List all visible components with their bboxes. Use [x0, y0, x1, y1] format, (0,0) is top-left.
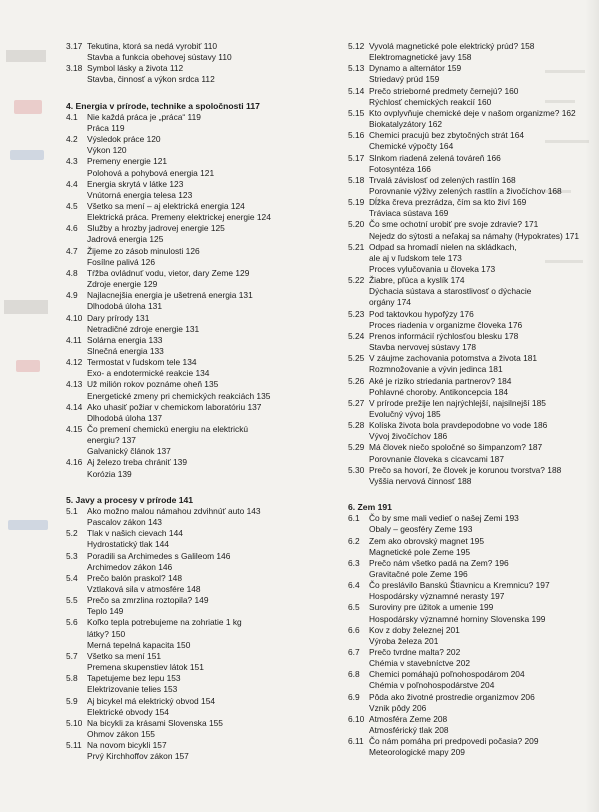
entry-number: 5.3: [66, 550, 78, 561]
subentry-title: Prvý Kirchhoffov zákon 157: [87, 751, 189, 762]
entry-number: 5.12: [348, 41, 365, 51]
subentry-title: Dlhodobá úloha 131: [87, 301, 162, 312]
subentry-title: Evolučný vývoj 185: [369, 408, 441, 419]
subentry-title: ale aj v ľudskom tele 173: [369, 252, 462, 263]
entry-title: Prečo balón praskol? 148: [87, 572, 182, 583]
entry-title: Čo premení chemickú energiu na elektrickú: [87, 424, 249, 434]
page-edge-shadow: [585, 0, 599, 812]
subentry-title: Výroba železa 201: [369, 635, 439, 646]
subentry-title: Pascalov zákon 143: [87, 517, 162, 528]
subentry-title: Obaly – geosféry Zeme 193: [369, 524, 473, 535]
entry-number: 5.23: [348, 308, 365, 319]
subentry-title: Chémia v stavebníctve 202: [369, 658, 471, 669]
entry-title: Má človek niečo spoločné so šimpanzom? 187: [369, 442, 543, 453]
entry-number: 4.7: [66, 245, 78, 256]
entry-title: Ako možno malou námahou zdvihnúť auto 143: [87, 505, 261, 516]
subentry-title: Polohová a pohybová energia 121: [87, 167, 215, 178]
subentry-title: Hospodársky významné nerasty 197: [369, 591, 505, 602]
subentry-title: Vývoj živočíchov 186: [369, 431, 448, 442]
entry-title: Ako uhasiť požiar v chemickom laboratóriu 137: [87, 401, 262, 412]
entry-title: Čo nám pomáha pri predpovedi počasia? 209: [369, 736, 539, 747]
entry-number: 6.6: [348, 624, 360, 635]
subentry-title: Elektrické obvody 154: [87, 706, 169, 717]
entry-title: Odpad sa hromadí nielen na skládkach,: [369, 241, 517, 252]
subentry-title: Elektrizovanie telies 153: [87, 684, 178, 695]
entry-title: V prírode prežije len najrýchlejší, najsilnejší 185: [369, 397, 546, 408]
subentry-title: Nejedz do sýtosti a neľakaj sa námahy (Hypokrates) 171: [369, 230, 580, 241]
entry-title: Tŕžba ovládnuť vodu, vietor, dary Zeme 129: [87, 267, 250, 278]
entry-number: 6.7: [348, 647, 360, 657]
subentry-title: Korózia 139: [87, 468, 132, 479]
entry-title: Kolíska života bola pravdepodobne vo vode 186: [369, 420, 548, 431]
entry-number: 4.9: [66, 290, 78, 301]
entry-number: 5.17: [348, 152, 365, 163]
entry-number: 5.20: [348, 219, 365, 230]
entry-number: 5.7: [66, 650, 78, 661]
entry-number: 5.25: [348, 353, 365, 364]
entry-number: 6.3: [348, 557, 360, 568]
entry-number: 6.2: [348, 535, 360, 546]
entry-number: 4.2: [66, 134, 78, 145]
subentry-title: Ohmov zákon 155: [87, 728, 155, 739]
subentry-title: Vyššia nervová činnosť 188: [369, 475, 472, 486]
entry-title: Poradili sa Archimedes s Galileom 146: [87, 550, 231, 561]
entry-number: 5.5: [66, 595, 78, 606]
entry-title: Pod taktovkou hypofýzy 176: [369, 308, 474, 319]
subentry-title: Porovnanie človeka s cicavcami 187: [369, 453, 504, 464]
entry-number: 5.15: [348, 107, 365, 118]
subentry-title: Meteorologické mapy 209: [369, 747, 465, 758]
entry-title: Už milión rokov poznáme oheň 135: [87, 379, 219, 390]
subentry-title: Premena skupenstiev látok 151: [87, 662, 204, 673]
entry-title: Kov z doby železnej 201: [369, 624, 460, 635]
entry-title: Symbol lásky a života 112: [87, 63, 184, 74]
entry-number: 6.10: [348, 713, 365, 724]
entry-number: 5.22: [348, 275, 365, 286]
subentry-title: Porovnanie výživy zelených rastlín a živočíchov 168: [369, 185, 562, 196]
entry-title: Nie každá práca je „práca“ 119: [87, 111, 201, 122]
subentry-title: Archimedov zákon 146: [87, 561, 173, 572]
subentry-title: Tráviaca sústava 169: [369, 208, 449, 219]
chapter-heading: 6. Zem 191: [348, 502, 392, 513]
subentry-title: Dlhodobá úloha 137: [87, 412, 162, 423]
entry-number: 4.6: [66, 223, 78, 234]
entry-number: 5.1: [66, 505, 78, 516]
entry-number: 6.8: [348, 669, 360, 680]
entry-number: 5.8: [66, 673, 78, 684]
subentry-title: Biokatalyzátory 162: [369, 119, 443, 130]
subentry-title: Elektromagnetické javy 158: [369, 52, 472, 63]
entry-title: Tlak v našich cievach 144: [87, 528, 183, 539]
entry-number: 5.19: [348, 197, 365, 208]
subentry-title: energiu? 137: [87, 435, 136, 446]
subentry-title: Galvanický článok 137: [87, 446, 171, 457]
entry-title: Vyvolá magnetické pole elektrický prúd? 158: [369, 41, 535, 51]
entry-number: 5.11: [66, 740, 82, 751]
subentry-title: Proces vylučovania u človeka 173: [369, 264, 496, 274]
subentry-title: Chemické výpočty 164: [369, 141, 454, 152]
entry-number: 5.28: [348, 420, 365, 431]
entry-number: 5.16: [348, 130, 365, 141]
entry-title: Kto ovplyvňuje chemické deje v našom organizme? 162: [369, 107, 576, 118]
subentry-title: Výkon 120: [87, 145, 127, 156]
subentry-title: Práca 119: [87, 122, 125, 133]
entry-title: Trvalá závislosť od zelených rastlín 168: [369, 174, 516, 185]
entry-title: Chemici pracujú bez zbytočných strát 164: [369, 130, 525, 141]
entry-title: Dary prírody 131: [87, 312, 150, 323]
subentry-title: Atmosférický tlak 208: [369, 725, 449, 736]
subentry-title: Exo- a endotermické reakcie 134: [87, 368, 210, 379]
chapter-heading: 4. Energia v prírode, technike a spoločnosti 117: [66, 100, 260, 111]
subentry-title: Dýchacia sústava a starostlivosť o dýchacie: [369, 286, 532, 297]
subentry-title: Hydrostatický tlak 144: [87, 539, 169, 550]
subentry-title: Pohlavné choroby. Antikoncepcia 184: [369, 386, 509, 397]
entry-title: Výsledok práce 120: [87, 134, 161, 145]
entry-title: Tapetujeme bez lepu 153: [87, 673, 181, 684]
entry-number: 4.4: [66, 178, 78, 189]
entry-title: Pôda ako životné prostredie organizmov 206: [369, 691, 535, 702]
entry-number: 3.17: [66, 41, 83, 51]
entry-number: 6.1: [348, 513, 360, 524]
entry-number: 5.14: [348, 85, 365, 96]
entry-title: Žijeme zo zásob minulosti 126: [87, 245, 200, 256]
subentry-title: Netradičné zdroje energie 131: [87, 323, 200, 334]
entry-number: 5.9: [66, 695, 78, 706]
entry-number: 5.26: [348, 375, 365, 386]
subentry-title: Vztlaková sila v atmosfére 148: [87, 584, 201, 594]
entry-number: 5.10: [66, 717, 83, 728]
subentry-title: Elektrická práca. Premeny elektrickej energie 124: [87, 212, 271, 223]
entry-number: 4.14: [66, 401, 83, 412]
subentry-title: Zdroje energie 129: [87, 279, 158, 290]
entry-title: Atmosféra Zeme 208: [369, 713, 448, 724]
entry-number: 5.30: [348, 464, 365, 475]
entry-number: 4.8: [66, 267, 78, 278]
subentry-title: Gravitačné pole Zeme 196: [369, 568, 468, 579]
entry-number: 5.21: [348, 241, 365, 252]
entry-title: Tekutina, ktorá sa nedá vyrobiť 110: [87, 41, 218, 51]
subentry-title: látky? 150: [87, 628, 126, 639]
entry-number: 6.9: [348, 691, 360, 702]
entry-number: 5.27: [348, 397, 365, 408]
entry-title: Dynamo a alternátor 159: [369, 63, 462, 74]
entry-title: Žiabre, pľúca a kyslík 174: [369, 275, 465, 286]
subentry-title: Stavba a funkcia obehovej sústavy 110: [87, 52, 232, 63]
entry-number: 4.12: [66, 357, 83, 368]
entry-number: 6.11: [348, 736, 364, 747]
entry-title: Prečo sa hovorí, že človek je korunou tvorstva? 188: [369, 464, 562, 475]
entry-title: Aj bicykel má elektrický obvod 154: [87, 695, 216, 706]
entry-title: V záujme zachovania potomstva a života 181: [369, 353, 538, 364]
entry-title: Chemici pomáhajú poľnohospodárom 204: [369, 669, 525, 680]
entry-number: 6.4: [348, 580, 360, 591]
entry-title: Prečo sa zmrzlina roztopila? 149: [87, 595, 209, 606]
entry-title: Všetko sa mení 151: [87, 650, 162, 661]
subentry-title: Stavba nervovej sústavy 178: [369, 342, 477, 353]
entry-number: 3.18: [66, 63, 83, 74]
entry-title: Všetko sa mení – aj elektrická energia 124: [87, 201, 245, 211]
subentry-title: Proces riadenia v organizme človeka 176: [369, 319, 523, 330]
entry-title: Prečo tvrdne malta? 202: [369, 647, 461, 657]
entry-title: Na bicykli za krásami Slovenska 155: [87, 717, 223, 728]
entry-number: 5.4: [66, 572, 78, 583]
entry-title: Slnkom riadená zelená továreň 166: [369, 152, 501, 163]
subentry-title: Stavba, činnosť a výkon srdca 112: [87, 74, 215, 85]
entry-number: 5.29: [348, 442, 365, 453]
entry-title: Solárna energia 133: [87, 334, 163, 345]
entry-number: 4.11: [66, 334, 82, 345]
entry-number: 4.5: [66, 201, 78, 211]
subentry-title: Vnútorná energia telesa 123: [87, 189, 193, 200]
entry-number: 4.1: [66, 111, 78, 122]
subentry-title: Fosílne palivá 126: [87, 256, 155, 267]
entry-number: 5.6: [66, 617, 78, 628]
entry-number: 5.18: [348, 174, 365, 185]
entry-number: 4.15: [66, 424, 83, 434]
subentry-title: Fotosyntéza 166: [369, 163, 431, 174]
entry-number: 4.10: [66, 312, 83, 323]
entry-number: 4.3: [66, 156, 78, 167]
entry-title: Prenos informácií rýchlosťou blesku 178: [369, 330, 519, 341]
entry-title: Čo sme ochotní urobiť pre svoje zdravie? 171: [369, 219, 539, 230]
entry-title: Zem ako obrovský magnet 195: [369, 535, 484, 546]
entry-title: Čo preslávilo Banskú Štiavnicu a Kremnicu? 197: [369, 580, 550, 591]
entry-title: Termostat v ľudskom tele 134: [87, 357, 197, 368]
subentry-title: Striedavý prúd 159: [369, 74, 440, 85]
entry-title: Koľko tepla potrebujeme na zohriatie 1 kg: [87, 617, 242, 628]
entry-number: 5.2: [66, 528, 78, 539]
left-margin-bleed-through: [0, 0, 60, 812]
entry-title: Premeny energie 121: [87, 156, 168, 167]
subentry-title: Hospodársky významné horniny Slovenska 199: [369, 613, 546, 624]
entry-number: 5.24: [348, 330, 365, 341]
subentry-title: Merná tepelná kapacita 150: [87, 639, 191, 650]
chapter-heading: 5. Javy a procesy v prírode 141: [66, 494, 194, 505]
subentry-title: Energetické zmeny pri chemických reakciách 135: [87, 390, 271, 401]
subentry-title: Rýchlosť chemických reakcií 160: [369, 96, 492, 107]
entry-title: Čo by sme mali vedieť o našej Zemi 193: [369, 513, 519, 524]
entry-number: 4.13: [66, 379, 83, 390]
subentry-title: Rozmnožovanie a vývin jedinca 181: [369, 364, 503, 375]
subentry-title: Jadrová energia 125: [87, 234, 164, 245]
entry-title: Služby a hrozby jadrovej energie 125: [87, 223, 225, 234]
entry-title: Energia skrytá v látke 123: [87, 178, 184, 189]
subentry-title: Chémia v poľnohospodárstve 204: [369, 680, 495, 691]
subentry-title: Slnečná energia 133: [87, 345, 164, 356]
entry-title: Dĺžka čreva prezrádza, čím sa kto živí 169: [369, 197, 527, 208]
subentry-title: Vznik pôdy 206: [369, 702, 427, 713]
entry-title: Na novom bicykli 157: [87, 740, 167, 751]
entry-number: 5.13: [348, 63, 365, 74]
subentry-title: Teplo 149: [87, 606, 124, 617]
entry-title: Aj železo treba chrániť 139: [87, 457, 187, 468]
entry-title: Prečo nám všetko padá na Zem? 196: [369, 557, 509, 568]
entry-title: Aké je riziko striedania partnerov? 184: [369, 375, 512, 386]
entry-title: Suroviny pre úžitok a umenie 199: [369, 602, 494, 613]
entry-number: 4.16: [66, 457, 83, 468]
subentry-title: Magnetické pole Zeme 195: [369, 546, 471, 557]
entry-title: Prečo strieborné predmety černejú? 160: [369, 85, 519, 96]
subentry-title: orgány 174: [369, 297, 411, 308]
entry-title: Najlacnejšia energia je ušetrená energia 131: [87, 290, 253, 301]
entry-number: 6.5: [348, 602, 360, 613]
